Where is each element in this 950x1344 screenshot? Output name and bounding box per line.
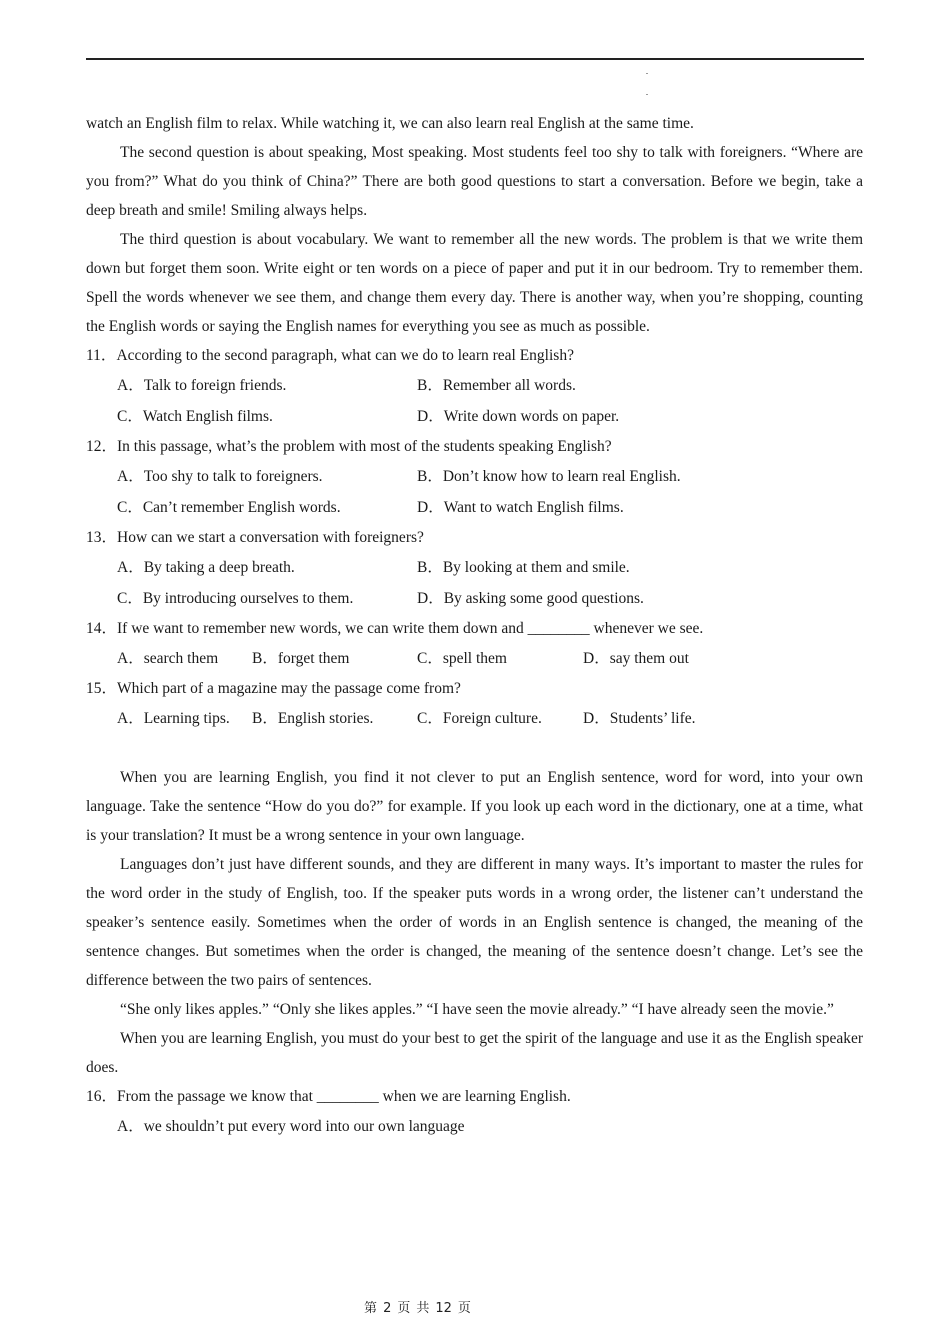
question-stem: [86, 341, 863, 370]
option-c[interactable]: C．By introducing ourselves to them.: [117, 590, 354, 607]
option-d[interactable]: D．By asking some good questions.: [417, 590, 644, 607]
page-total: 12: [435, 1301, 452, 1316]
question-number: 14．: [86, 620, 118, 637]
option-a[interactable]: A．search them: [117, 650, 219, 667]
option-d[interactable]: D．Write down words on paper.: [417, 408, 620, 425]
option-row: [86, 492, 863, 523]
option-a[interactable]: A．Too shy to talk to foreigners.: [117, 468, 323, 485]
question-stem: [86, 432, 863, 461]
paragraph: Languages don’t just have different sounds, and they are different in many ways. It’s important to master the rules for the word order in the study of English, too. If the speaker puts words in a wrong order, the listener can’t understand the speaker’s sentence easily. Sometimes when the order of words in an English sentence is changed, the meaning of the sentence changes. But sometimes when the order is changed, the meaning of the sentence doesn’t change. Let’s see the difference between the two pairs of sentences.: [86, 856, 863, 989]
option-row: [86, 583, 863, 614]
option-b[interactable]: B．Don’t know how to learn real English.: [417, 468, 681, 485]
option-a[interactable]: A．By taking a deep breath.: [117, 559, 295, 576]
option-row: [86, 370, 863, 401]
page-number: 2: [383, 1301, 392, 1316]
option-a[interactable]: A．Talk to foreign friends.: [117, 377, 287, 394]
page-content: [86, 109, 863, 1142]
question-text: How can we start a conversation with foreigners?: [117, 529, 424, 546]
question-text: Which part of a magazine may the passage come from?: [117, 680, 461, 697]
question-number: 13．: [86, 529, 118, 546]
option-a[interactable]: A．we shouldn’t put every word into our own language: [117, 1118, 465, 1135]
option-c[interactable]: C．spell them: [417, 650, 507, 667]
question-16: [86, 1082, 863, 1142]
question-11: [86, 341, 863, 432]
header-rule: [86, 58, 864, 60]
question-stem: [86, 523, 863, 552]
option-d[interactable]: D．say them out: [583, 650, 689, 667]
paragraph: The second question is about speaking, Most speaking. Most students feel too shy to talk with foreigners. “Where are you from?” What do you think of China?” There are both good questions to start a conversation. Before we begin, take a deep breath and smile! Smiling always helps.: [86, 144, 863, 219]
option-b[interactable]: B．forget them: [252, 650, 350, 667]
question-stem: [86, 1082, 863, 1111]
option-row: [86, 703, 863, 734]
paragraph: watch an English film to relax. While watching it, we can also learn real English at the same time.: [86, 115, 694, 132]
header-mark: [646, 73, 648, 74]
question-12: [86, 432, 863, 523]
option-d[interactable]: D．Students’ life.: [583, 710, 696, 727]
section-gap: [86, 734, 863, 763]
paragraph: The third question is about vocabulary. We want to remember all the new words. The problem is that we write them down but forget them soon. Write eight or ten words on a piece of paper and put it in our bedroom. Try to remember them. Spell the words whenever we see them, and change them every day. There is another way, when you’re shopping, counting the English words or saying the English names for everything you see as much as possible.: [86, 231, 863, 335]
option-b[interactable]: B．Remember all words.: [417, 377, 576, 394]
question-13: [86, 523, 863, 614]
paragraph: When you are learning English, you must do your best to get the spirit of the language and use it as the English speaker does.: [86, 1030, 863, 1076]
question-text: According to the second paragraph, what can we do to learn real English?: [116, 347, 574, 364]
option-c[interactable]: C．Watch English films.: [117, 408, 273, 425]
header-mark: [646, 94, 648, 95]
question-14: [86, 614, 863, 674]
question-text: In this passage, what’s the problem with most of the students speaking English?: [117, 438, 612, 455]
option-b[interactable]: B．English stories.: [252, 710, 374, 727]
paragraph: When you are learning English, you find it not clever to put an English sentence, word for word, into your own language. Take the sentence “How do you do?” for example. If you look up each word in the dictionary, one at a time, what is your translation? It must be a wrong sentence in your own language.: [86, 769, 863, 844]
question-number: 16．: [86, 1088, 118, 1105]
option-c[interactable]: C．Foreign culture.: [417, 710, 542, 727]
question-number: 15．: [86, 680, 118, 697]
option-b[interactable]: B．By looking at them and smile.: [417, 559, 630, 576]
option-d[interactable]: D．Want to watch English films.: [417, 499, 624, 516]
question-number: 12．: [86, 438, 118, 455]
option-row: [86, 461, 863, 492]
question-stem: [86, 674, 863, 703]
question-number: 11．: [86, 347, 117, 364]
paragraph: “She only likes apples.” “Only she likes apples.” “I have seen the movie already.” “I have already seen the movie.”: [120, 1001, 834, 1018]
question-stem: [86, 614, 863, 643]
option-row: [86, 401, 863, 432]
question-text: If we want to remember new words, we can write them down and ________ whenever we see.: [117, 620, 704, 637]
option-a[interactable]: A．Learning tips.: [117, 710, 230, 727]
option-row: [86, 552, 863, 583]
option-c[interactable]: C．Can’t remember English words.: [117, 499, 341, 516]
option-row: [86, 643, 863, 674]
option-row: [86, 1111, 863, 1142]
question-15: [86, 674, 863, 734]
page-footer: 第 2 页 共 12 页: [364, 1301, 471, 1316]
question-text: From the passage we know that ________ when we are learning English.: [117, 1088, 571, 1105]
